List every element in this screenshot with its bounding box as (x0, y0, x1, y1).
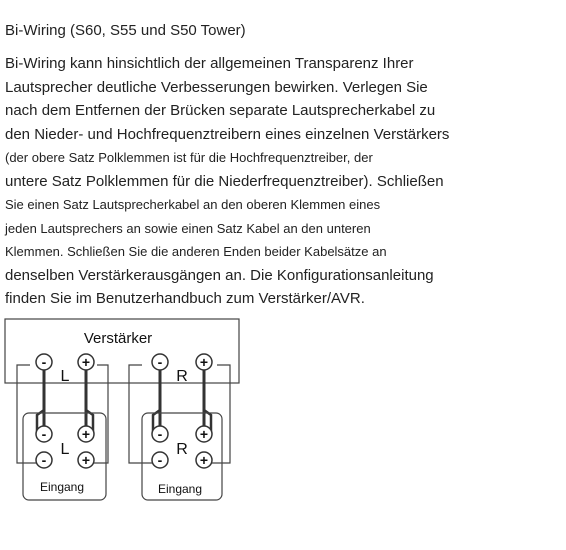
speaker-right-label: Eingang (157, 482, 203, 496)
speaker-channel-right: R (176, 441, 188, 458)
speaker-right-upper-minus (152, 426, 168, 442)
amp-terminal-right-plus (196, 354, 212, 370)
text-line: Klemmen. Schließen Sie die anderen Enden beider Kabelsätze an (5, 244, 387, 259)
text-line: Bi-Wiring kann hinsichtlich der allgemeinen Transparenz Ihrer (5, 55, 414, 72)
speaker-right-lower-minus (152, 452, 168, 468)
svg-text:+: + (199, 426, 209, 442)
amplifier-label: Verstärker (83, 330, 153, 347)
speaker-left-upper-minus (36, 426, 52, 442)
text-line: Sie einen Satz Lautsprecherkabel an den oberen Klemmen eines (5, 197, 381, 212)
text-line: nach dem Entfernen der Brücken separate Lautsprecherkabel zu (5, 102, 436, 119)
text-line: (der obere Satz Polklemmen ist für die Hochfrequenztreiber, der (5, 150, 373, 165)
text-line: Lautsprecher deutliche Verbesserungen bewirken. Verlegen Sie (5, 78, 428, 96)
amp-terminal-right-minus (152, 354, 168, 370)
text-line: finden Sie im Benutzerhandbuch zum Verstärker/AVR. (5, 290, 365, 307)
wires-right-inner (37, 387, 211, 433)
svg-text:+: + (199, 354, 209, 370)
speaker-right-lower-plus (196, 452, 212, 468)
svg-text:+: + (81, 426, 91, 442)
svg-text:-: - (157, 452, 163, 468)
svg-text:-: - (157, 426, 163, 442)
amp-channel-right: R (176, 368, 188, 385)
amp-terminal-left-minus (36, 354, 52, 370)
text-line: untere Satz Polklemmen für die Niederfrequenztreiber). Schließen (5, 172, 444, 190)
page-heading: Bi-Wiring (S60, S55 und S50 Tower) (5, 22, 246, 39)
text-line: denselben Verstärkerausgängen an. Die Konfigurationsanleitung (5, 266, 434, 284)
svg-text:-: - (41, 452, 47, 468)
speaker-left-lower-plus (78, 452, 94, 468)
svg-text:+: + (199, 452, 209, 468)
text-line: jeden Lautsprechers an sowie einen Satz Kabel an den unteren (5, 220, 371, 236)
svg-text:-: - (41, 426, 47, 442)
text-line: den Nieder- und Hochfrequenztreibern eines einzelnen Verstärkers (5, 125, 450, 143)
speaker-left-upper-plus (78, 426, 94, 442)
amp-terminal-left-plus (78, 354, 94, 370)
speaker-channel-left: L (60, 441, 70, 458)
speaker-right-upper-plus (196, 426, 212, 442)
svg-text:+: + (81, 354, 91, 370)
svg-text:-: - (157, 354, 163, 370)
speaker-left-lower-minus (36, 452, 52, 468)
svg-text:+: + (81, 452, 91, 468)
amp-channel-left: L (60, 368, 70, 385)
svg-text:-: - (41, 354, 47, 370)
speaker-left-label: Eingang (39, 480, 85, 494)
